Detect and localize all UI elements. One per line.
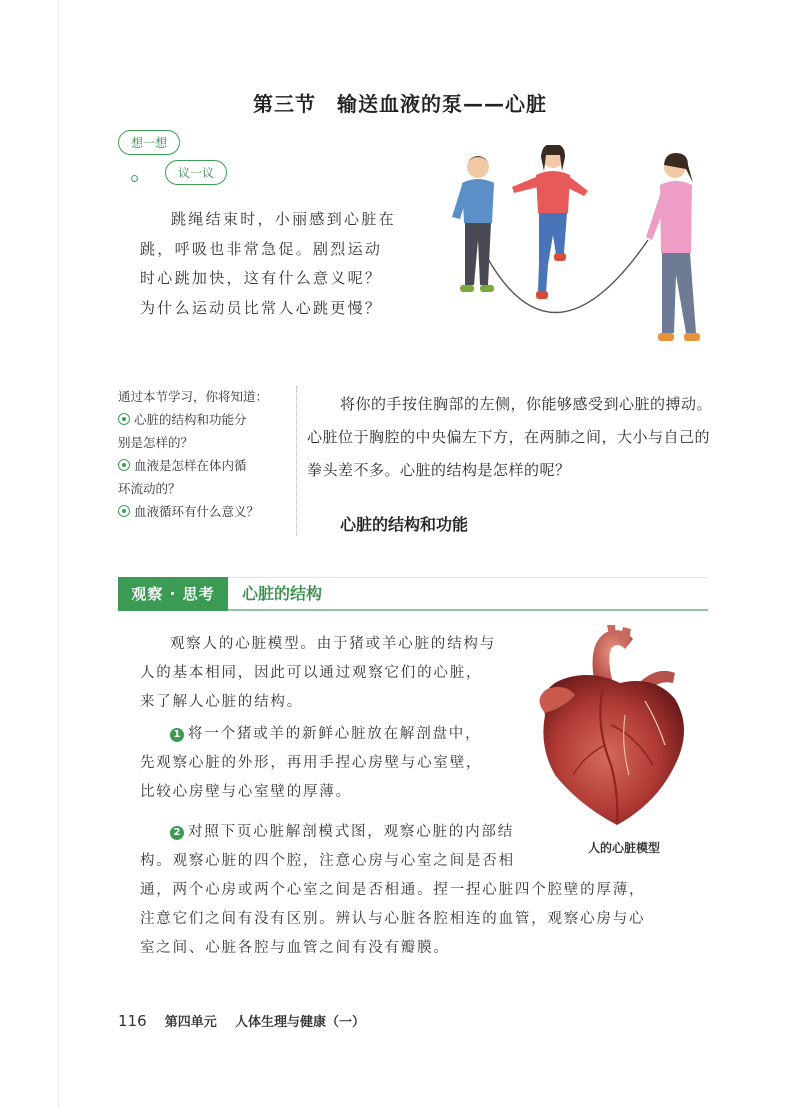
page-title: 第三节 输送血液的泵——心脏 bbox=[253, 92, 547, 116]
step-line: 注意它们之间有没有区别。辨认与心脏各腔相连的血管，观察心房与心 bbox=[140, 911, 646, 927]
page-number: 116 bbox=[118, 1012, 147, 1030]
bullet-icon bbox=[118, 459, 130, 471]
step-text: 将一个猪或羊的新鲜心脏放在解剖盘中， bbox=[188, 726, 482, 742]
unit-label: 第四单元 bbox=[164, 1015, 217, 1030]
bubble-dot-icon bbox=[131, 175, 138, 182]
step-1 bbox=[140, 720, 540, 807]
step-line: 通，两个心房或两个心室之间是否相通。捏一捏心脏四个腔壁的厚薄， bbox=[140, 882, 646, 898]
step-number-icon: 1 bbox=[170, 728, 184, 742]
intro-line: 时心跳加快，这有什么意义呢？ bbox=[140, 269, 383, 287]
intro-line: 跳，呼吸也非常急促。剧烈运动 bbox=[140, 239, 383, 258]
observation-label: 观察 · 思考 bbox=[118, 577, 228, 611]
observation-paragraph bbox=[140, 630, 540, 717]
column-divider bbox=[296, 386, 297, 536]
rope-holding-girl-figure bbox=[646, 153, 700, 341]
heart-model-image bbox=[525, 625, 695, 835]
intro-line: 跳绳结束时，小丽感到心脏在 bbox=[171, 210, 396, 228]
section-heading: 心脏的结构和功能 bbox=[340, 515, 469, 534]
objective-item bbox=[118, 454, 296, 500]
objective-text: 血液循环有什么意义？ bbox=[134, 504, 260, 519]
learning-objectives bbox=[118, 385, 296, 523]
objective-item bbox=[118, 500, 296, 523]
discuss-bubble: 议一议 bbox=[165, 160, 227, 185]
step-line: 室之间、心脏各腔与血管之间有没有瓣膜。 bbox=[140, 940, 450, 956]
unit-title: 人体生理与健康（一） bbox=[234, 1015, 365, 1030]
step-text: 对照下页心脏解剖模式图，观察心脏的内部结 bbox=[188, 824, 514, 840]
think-bubble: 想一想 bbox=[118, 130, 180, 155]
intro-question-text bbox=[140, 205, 425, 323]
jumping-girl-figure bbox=[512, 145, 588, 299]
intro-line: 为什么运动员比常人心跳更慢？ bbox=[140, 298, 383, 317]
objective-text: 心脏的结构和功能分 bbox=[134, 412, 247, 427]
step-line: 构。观察心脏的四个腔，注意心房与心室之间是否相 bbox=[140, 853, 515, 869]
objective-item bbox=[118, 408, 296, 454]
objective-text: 别是怎样的？ bbox=[118, 435, 194, 450]
heart-model-caption: 人的心脏模型 bbox=[588, 841, 661, 855]
think-discuss-bubbles bbox=[115, 128, 265, 198]
bullet-icon bbox=[118, 413, 130, 425]
step-line: 比较心房壁与心室壁的厚薄。 bbox=[140, 784, 352, 800]
step-line: 先观察心脏的外形，再用手捏心房壁与心室壁， bbox=[140, 755, 483, 771]
bullet-icon bbox=[118, 505, 130, 517]
page-footer bbox=[118, 1011, 365, 1030]
objective-text: 环流动的？ bbox=[118, 481, 181, 496]
banner-rule bbox=[228, 609, 708, 611]
step-line bbox=[140, 720, 540, 749]
banner-rule-top bbox=[228, 577, 708, 578]
boy-figure bbox=[452, 156, 494, 292]
step-number-icon: 2 bbox=[170, 826, 184, 840]
objectives-heading: 通过本节学习，你将知道： bbox=[118, 389, 269, 404]
observation-banner bbox=[118, 577, 708, 611]
obs-line: 观察人的心脏模型。由于猪或羊心脏的结构与 bbox=[170, 636, 496, 652]
objective-text: 血液是怎样在体内循 bbox=[134, 458, 247, 473]
main-paragraph-text: 将你的手按住胸部的左侧，你能够感受到心脏的搏动。心脏位于胸腔的中央偏左下方，在两肺之间，大小与自己的拳头差不多。心脏的结构是怎样的呢？ bbox=[307, 395, 713, 479]
obs-line: 来了解人心脏的结构。 bbox=[140, 694, 303, 710]
main-paragraph bbox=[307, 388, 712, 487]
obs-line: 人的基本相同，因此可以通过观察它们的心脏， bbox=[140, 665, 483, 681]
page-margin-line bbox=[58, 0, 59, 1108]
observation-title: 心脏的结构 bbox=[242, 584, 323, 603]
jump-rope-illustration bbox=[438, 145, 728, 360]
